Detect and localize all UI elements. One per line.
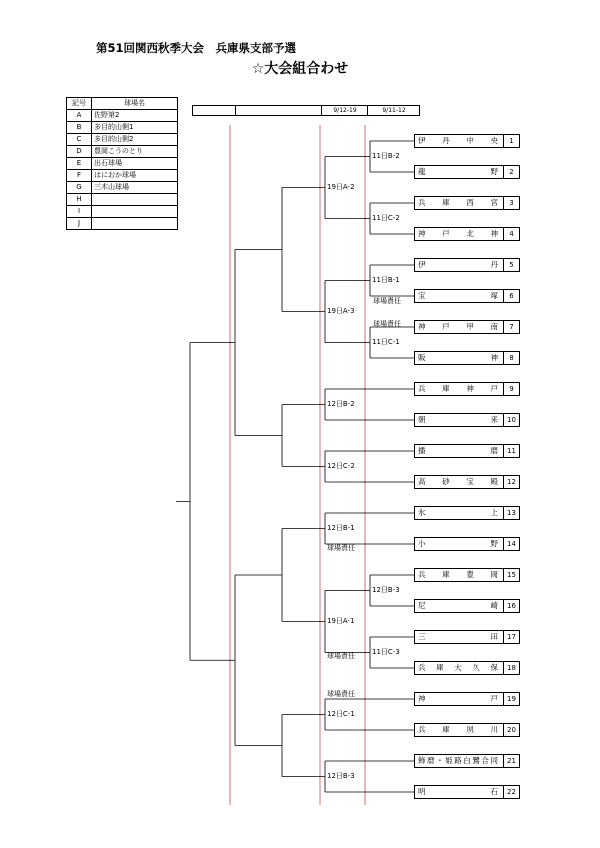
- venue-code: G: [67, 182, 92, 194]
- team-name: 飾磨・姫路白鷺合同: [418, 756, 498, 765]
- venue-code: H: [67, 194, 92, 206]
- team-entry: [414, 444, 520, 458]
- team-entry: [414, 506, 520, 520]
- team-number: 4: [503, 228, 519, 240]
- venue-code: E: [67, 158, 92, 170]
- team-entry: [414, 320, 520, 334]
- team-entry: [414, 227, 520, 241]
- team-number: 20: [503, 724, 519, 736]
- team-entry: [414, 289, 520, 303]
- venue-code: A: [67, 110, 92, 122]
- team-name: 伊丹中央: [418, 136, 498, 145]
- team-entry: [414, 754, 520, 768]
- team-entry: [414, 165, 520, 179]
- team-number: 18: [503, 662, 519, 674]
- team-number: 15: [503, 569, 519, 581]
- team-name: 兵庫西宮: [418, 198, 498, 207]
- team-name: 高砂宝殿: [418, 477, 498, 486]
- team-name: 兵庫大久保: [418, 663, 498, 672]
- team-name: 氷上: [418, 508, 498, 517]
- team-name: 神戸甲南: [418, 322, 498, 331]
- team-entry: [414, 134, 520, 148]
- team-number: 10: [503, 414, 519, 426]
- team-number: 9: [503, 383, 519, 395]
- venue-code: J: [67, 218, 92, 230]
- venue-code: B: [67, 122, 92, 134]
- team-name: 朝来: [418, 415, 498, 424]
- team-name: 三田: [418, 632, 498, 641]
- date-cell-first-round: 9/11-12: [367, 106, 420, 115]
- match-label: 12日C-1: [327, 710, 355, 718]
- venue-name: 多目的山側2: [92, 134, 178, 146]
- bracket-paths: [176, 141, 414, 792]
- duty-label: 球場責任: [373, 320, 401, 328]
- match-label: 12日B-2: [327, 400, 355, 408]
- venue-name: 多目的山側1: [92, 122, 178, 134]
- team-entry: [414, 382, 520, 396]
- team-number: 7: [503, 321, 519, 333]
- venue-name: 佐野第2: [92, 110, 178, 122]
- venue-name: 出石球場: [92, 158, 178, 170]
- team-name: 兵庫夙川: [418, 725, 498, 734]
- match-label: 11日C-3: [372, 648, 400, 656]
- venue-name: 三木山球場: [92, 182, 178, 194]
- match-label: 19日A-3: [327, 307, 355, 315]
- match-label: 12日B-3: [372, 586, 400, 594]
- team-number: 1: [503, 135, 519, 147]
- venue-name: 豊岡こうのとり: [92, 146, 178, 158]
- bracket-connector: [176, 141, 414, 792]
- team-number: 19: [503, 693, 519, 705]
- team-name: 小野: [418, 539, 498, 548]
- tournament-title: 第51回関西秋季大会 兵庫県支部予選: [96, 41, 297, 55]
- team-name: 龍野: [418, 167, 498, 176]
- match-label: 12日C-2: [327, 462, 355, 470]
- team-number: 12: [503, 476, 519, 488]
- team-name: 神戸北神: [418, 229, 498, 238]
- team-number: 8: [503, 352, 519, 364]
- bracket-title: ☆大会組合わせ: [251, 61, 349, 77]
- team-number: 3: [503, 197, 519, 209]
- venue-code-header: 記号: [67, 98, 92, 110]
- venue-code: D: [67, 146, 92, 158]
- match-label: 11日B-1: [372, 276, 400, 284]
- duty-label: 球場責任: [373, 297, 401, 305]
- team-entry: [414, 599, 520, 613]
- venue-code: F: [67, 170, 92, 182]
- team-entry: [414, 723, 520, 737]
- team-number: 13: [503, 507, 519, 519]
- match-label: 12日B-3: [327, 772, 355, 780]
- match-label: 19日A-2: [327, 183, 355, 191]
- venue-code: I: [67, 206, 92, 218]
- team-name: 播磨: [418, 446, 498, 455]
- duty-label: 球場責任: [327, 690, 355, 698]
- team-entry: [414, 537, 520, 551]
- team-entry: [414, 568, 520, 582]
- team-number: 5: [503, 259, 519, 271]
- team-number: 21: [503, 755, 519, 767]
- team-name: 販神: [418, 353, 498, 362]
- team-number: 22: [503, 786, 519, 798]
- team-entry: [414, 661, 520, 675]
- venue-name-header: 球場名: [92, 98, 178, 110]
- duty-label: 球場責任: [327, 544, 355, 552]
- match-label: 11日C-1: [372, 338, 400, 346]
- duty-label: 球場責任: [327, 652, 355, 660]
- team-entry: [414, 196, 520, 210]
- team-entry: [414, 692, 520, 706]
- team-entry: [414, 413, 520, 427]
- date-cell-semifinal: 9/12-19: [321, 106, 368, 115]
- match-label: 12日B-1: [327, 524, 355, 532]
- venue-name: はにおか球場: [92, 170, 178, 182]
- team-entry: [414, 475, 520, 489]
- match-label: 11日C-2: [372, 214, 400, 222]
- team-name: 兵庫神戸: [418, 384, 498, 393]
- team-number: 2: [503, 166, 519, 178]
- match-label: 19日A-1: [327, 617, 355, 625]
- team-entry: [414, 630, 520, 644]
- team-name: 伊丹: [418, 260, 498, 269]
- team-entry: [414, 351, 520, 365]
- team-name: 兵庫豊岡: [418, 570, 498, 579]
- team-number: 17: [503, 631, 519, 643]
- team-number: 11: [503, 445, 519, 457]
- team-name: 尼崎: [418, 601, 498, 610]
- match-label: 11日B-2: [372, 152, 400, 160]
- team-name: 明石: [418, 787, 498, 796]
- team-number: 16: [503, 600, 519, 612]
- team-number: 6: [503, 290, 519, 302]
- team-name: 神戸: [418, 694, 498, 703]
- team-entry: [414, 785, 520, 799]
- team-entry: [414, 258, 520, 272]
- team-name: 宝塚: [418, 291, 498, 300]
- venue-code: C: [67, 134, 92, 146]
- team-number: 14: [503, 538, 519, 550]
